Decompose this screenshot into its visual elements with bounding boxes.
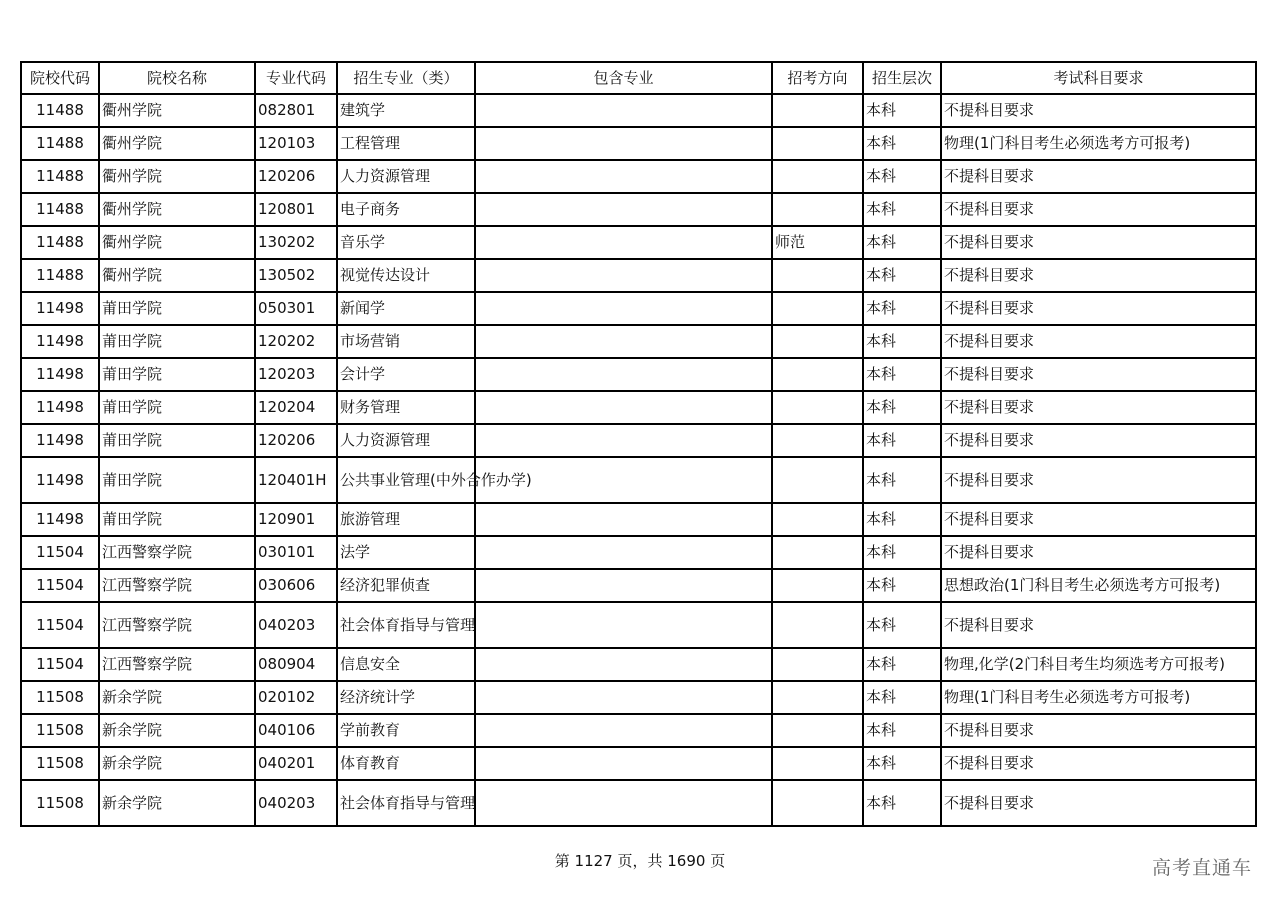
requirement-cell: 不提科目要求 [941, 747, 1256, 780]
table-row [21, 424, 1256, 457]
school-code-cell: 11498 [21, 503, 99, 536]
school-code-cell: 11488 [21, 226, 99, 259]
requirement-cell: 不提科目要求 [941, 536, 1256, 569]
table-row [21, 193, 1256, 226]
major-text: 社会体育指导与管理 [340, 793, 476, 812]
school-code-cell: 11508 [21, 714, 99, 747]
direction-cell [772, 193, 863, 226]
major-cell [337, 259, 475, 292]
header-direction: 招考方向 [772, 62, 863, 94]
table-row [21, 391, 1256, 424]
direction-cell [772, 358, 863, 391]
level-cell: 本科 [863, 226, 941, 259]
included-majors-cell [475, 160, 772, 193]
requirement-cell: 不提科目要求 [941, 503, 1256, 536]
table-row [21, 714, 1256, 747]
school-name-cell: 江西警察学院 [99, 536, 255, 569]
major-cell [337, 681, 475, 714]
major-cell [337, 424, 475, 457]
major-text: 新闻学 [340, 299, 386, 317]
school-name-cell: 江西警察学院 [99, 569, 255, 602]
school-code-cell: 11498 [21, 292, 99, 325]
requirement-cell: 不提科目要求 [941, 714, 1256, 747]
level-cell: 本科 [863, 358, 941, 391]
major-text: 财务管理 [340, 398, 401, 416]
header-school-name: 院校名称 [99, 62, 255, 94]
direction-cell [772, 325, 863, 358]
level-cell: 本科 [863, 259, 941, 292]
school-name-cell: 江西警察学院 [99, 602, 255, 648]
level-cell: 本科 [863, 747, 941, 780]
included-majors-cell [475, 127, 772, 160]
table-header [21, 62, 1256, 94]
major-cell [337, 569, 475, 602]
table-row [21, 503, 1256, 536]
included-majors-cell [475, 226, 772, 259]
school-name-cell: 莆田学院 [99, 424, 255, 457]
major-text: 电子商务 [340, 200, 401, 218]
school-code-cell: 11488 [21, 127, 99, 160]
school-code-cell: 11488 [21, 259, 99, 292]
school-name-cell: 新余学院 [99, 747, 255, 780]
level-cell: 本科 [863, 424, 941, 457]
page-number: 第 1127 页，共 1690 页 [554, 852, 726, 870]
requirement-cell: 不提科目要求 [941, 94, 1256, 127]
major-cell [337, 94, 475, 127]
level-cell: 本科 [863, 160, 941, 193]
header-row [21, 62, 1256, 94]
included-majors-cell [475, 747, 772, 780]
school-name-cell: 莆田学院 [99, 503, 255, 536]
major-code-cell: 120901 [255, 503, 337, 536]
header-major: 招生专业（类） [337, 62, 475, 94]
level-cell: 本科 [863, 648, 941, 681]
table-row [21, 160, 1256, 193]
table-row [21, 681, 1256, 714]
major-code-cell: 120206 [255, 160, 337, 193]
major-cell [337, 747, 475, 780]
school-code-cell: 11488 [21, 94, 99, 127]
major-code-cell: 040203 [255, 602, 337, 648]
school-code-cell: 11508 [21, 747, 99, 780]
included-majors-cell [475, 569, 772, 602]
major-code-cell: 130502 [255, 259, 337, 292]
major-text: 视觉传达设计 [340, 266, 431, 284]
included-majors-cell [475, 292, 772, 325]
major-text: 建筑学 [340, 101, 386, 119]
major-code-cell: 082801 [255, 94, 337, 127]
major-text: 学前教育 [340, 721, 401, 739]
school-name-cell: 莆田学院 [99, 358, 255, 391]
header-school-code: 院校代码 [21, 62, 99, 94]
requirement-cell: 不提科目要求 [941, 325, 1256, 358]
major-cell [337, 160, 475, 193]
level-cell: 本科 [863, 536, 941, 569]
major-cell [337, 127, 475, 160]
table-row [21, 780, 1256, 826]
major-cell [337, 193, 475, 226]
major-text: 经济统计学 [340, 688, 416, 706]
table-row [21, 569, 1256, 602]
included-majors-cell [475, 193, 772, 226]
requirement-cell: 不提科目要求 [941, 358, 1256, 391]
major-cell [337, 780, 475, 826]
school-name-cell: 新余学院 [99, 780, 255, 826]
major-code-cell: 120203 [255, 358, 337, 391]
direction-cell [772, 714, 863, 747]
direction-cell [772, 424, 863, 457]
major-cell [337, 391, 475, 424]
requirement-cell: 不提科目要求 [941, 391, 1256, 424]
major-code-cell: 040201 [255, 747, 337, 780]
direction-cell [772, 503, 863, 536]
school-name-cell: 莆田学院 [99, 457, 255, 503]
included-majors-cell [475, 536, 772, 569]
major-text: 公共事业管理(中外合作办学) [340, 470, 532, 489]
table-row [21, 358, 1256, 391]
school-name-cell: 衢州学院 [99, 94, 255, 127]
direction-cell [772, 457, 863, 503]
major-code-cell: 120202 [255, 325, 337, 358]
requirement-cell: 不提科目要求 [941, 292, 1256, 325]
school-code-cell: 11498 [21, 358, 99, 391]
school-name-cell: 莆田学院 [99, 325, 255, 358]
major-cell [337, 503, 475, 536]
included-majors-cell [475, 714, 772, 747]
major-cell [337, 602, 475, 648]
level-cell: 本科 [863, 94, 941, 127]
major-code-cell: 030101 [255, 536, 337, 569]
major-cell [337, 358, 475, 391]
table-row [21, 747, 1256, 780]
school-name-cell: 衢州学院 [99, 193, 255, 226]
requirement-cell: 不提科目要求 [941, 259, 1256, 292]
requirement-cell: 不提科目要求 [941, 193, 1256, 226]
major-text: 音乐学 [340, 233, 386, 251]
major-text: 工程管理 [340, 134, 401, 152]
school-name-cell: 江西警察学院 [99, 648, 255, 681]
table-row [21, 602, 1256, 648]
direction-cell [772, 292, 863, 325]
table-row [21, 292, 1256, 325]
requirement-cell: 不提科目要求 [941, 457, 1256, 503]
major-code-cell: 050301 [255, 292, 337, 325]
school-name-cell: 衢州学院 [99, 160, 255, 193]
major-text: 市场营销 [340, 332, 401, 350]
admissions-table [20, 61, 1257, 827]
level-cell: 本科 [863, 325, 941, 358]
school-code-cell: 11488 [21, 193, 99, 226]
level-cell: 本科 [863, 780, 941, 826]
watermark: 高考直通车 [1151, 857, 1252, 879]
requirement-cell: 物理,化学(2门科目考生均须选考方可报考) [941, 648, 1256, 681]
major-text: 经济犯罪侦查 [340, 576, 431, 594]
direction-cell [772, 536, 863, 569]
school-name-cell: 衢州学院 [99, 259, 255, 292]
level-cell: 本科 [863, 602, 941, 648]
major-text: 人力资源管理 [340, 431, 431, 449]
table-row [21, 648, 1256, 681]
school-code-cell: 11498 [21, 325, 99, 358]
major-code-cell: 030606 [255, 569, 337, 602]
table-row [21, 259, 1256, 292]
included-majors-cell [475, 391, 772, 424]
major-code-cell: 130202 [255, 226, 337, 259]
major-code-cell: 080904 [255, 648, 337, 681]
major-text: 旅游管理 [340, 510, 401, 528]
table-body [21, 94, 1256, 826]
table-row [21, 127, 1256, 160]
direction-cell [772, 391, 863, 424]
major-code-cell: 120103 [255, 127, 337, 160]
direction-cell [772, 780, 863, 826]
major-cell [337, 325, 475, 358]
major-cell [337, 648, 475, 681]
school-code-cell: 11498 [21, 424, 99, 457]
header-major-code: 专业代码 [255, 62, 337, 94]
school-name-cell: 新余学院 [99, 681, 255, 714]
major-cell [337, 292, 475, 325]
level-cell: 本科 [863, 127, 941, 160]
direction-cell [772, 94, 863, 127]
table-row [21, 457, 1256, 503]
requirement-cell: 不提科目要求 [941, 160, 1256, 193]
included-majors-cell [475, 94, 772, 127]
included-majors-cell [475, 358, 772, 391]
major-code-cell: 040106 [255, 714, 337, 747]
school-code-cell: 11504 [21, 602, 99, 648]
direction-cell [772, 602, 863, 648]
major-text: 人力资源管理 [340, 167, 431, 185]
direction-cell [772, 681, 863, 714]
requirement-cell: 思想政治(1门科目考生必须选考方可报考) [941, 569, 1256, 602]
school-name-cell: 莆田学院 [99, 391, 255, 424]
requirement-cell: 物理(1门科目考生必须选考方可报考) [941, 127, 1256, 160]
requirement-cell: 物理(1门科目考生必须选考方可报考) [941, 681, 1256, 714]
requirement-cell: 不提科目要求 [941, 780, 1256, 826]
school-code-cell: 11504 [21, 569, 99, 602]
major-cell [337, 226, 475, 259]
major-text: 社会体育指导与管理 [340, 615, 476, 634]
direction-cell [772, 747, 863, 780]
school-code-cell: 11488 [21, 160, 99, 193]
major-code-cell: 120206 [255, 424, 337, 457]
table-row [21, 226, 1256, 259]
major-code-cell: 120204 [255, 391, 337, 424]
level-cell: 本科 [863, 569, 941, 602]
included-majors-cell [475, 780, 772, 826]
school-name-cell: 衢州学院 [99, 127, 255, 160]
major-text: 法学 [340, 543, 371, 561]
table-row [21, 536, 1256, 569]
included-majors-cell [475, 681, 772, 714]
direction-cell [772, 569, 863, 602]
level-cell: 本科 [863, 681, 941, 714]
major-text: 会计学 [340, 365, 386, 383]
level-cell: 本科 [863, 714, 941, 747]
school-code-cell: 11504 [21, 648, 99, 681]
requirement-cell: 不提科目要求 [941, 602, 1256, 648]
included-majors-cell [475, 325, 772, 358]
level-cell: 本科 [863, 391, 941, 424]
school-code-cell: 11498 [21, 457, 99, 503]
direction-cell [772, 648, 863, 681]
header-requirement: 考试科目要求 [941, 62, 1256, 94]
school-name-cell: 莆田学院 [99, 292, 255, 325]
level-cell: 本科 [863, 457, 941, 503]
school-code-cell: 11498 [21, 391, 99, 424]
major-code-cell: 120401H [255, 457, 337, 503]
included-majors-cell [475, 424, 772, 457]
table-row [21, 94, 1256, 127]
direction-cell [772, 127, 863, 160]
included-majors-cell [475, 648, 772, 681]
school-name-cell: 衢州学院 [99, 226, 255, 259]
major-code-cell: 040203 [255, 780, 337, 826]
level-cell: 本科 [863, 503, 941, 536]
requirement-cell: 不提科目要求 [941, 226, 1256, 259]
requirement-cell: 不提科目要求 [941, 424, 1256, 457]
included-majors-cell [475, 503, 772, 536]
direction-cell: 师范 [772, 226, 863, 259]
major-text: 体育教育 [340, 754, 401, 772]
major-cell [337, 457, 532, 503]
header-included-majors: 包含专业 [475, 62, 772, 94]
major-code-cell: 120801 [255, 193, 337, 226]
header-level: 招生层次 [863, 62, 941, 94]
school-code-cell: 11508 [21, 681, 99, 714]
school-name-cell: 新余学院 [99, 714, 255, 747]
included-majors-cell [475, 259, 772, 292]
major-cell [337, 536, 475, 569]
direction-cell [772, 259, 863, 292]
school-code-cell: 11508 [21, 780, 99, 826]
school-code-cell: 11504 [21, 536, 99, 569]
major-cell [337, 714, 475, 747]
table-row [21, 325, 1256, 358]
major-text: 信息安全 [340, 655, 401, 673]
level-cell: 本科 [863, 193, 941, 226]
direction-cell [772, 160, 863, 193]
level-cell: 本科 [863, 292, 941, 325]
included-majors-cell [475, 602, 772, 648]
major-code-cell: 020102 [255, 681, 337, 714]
